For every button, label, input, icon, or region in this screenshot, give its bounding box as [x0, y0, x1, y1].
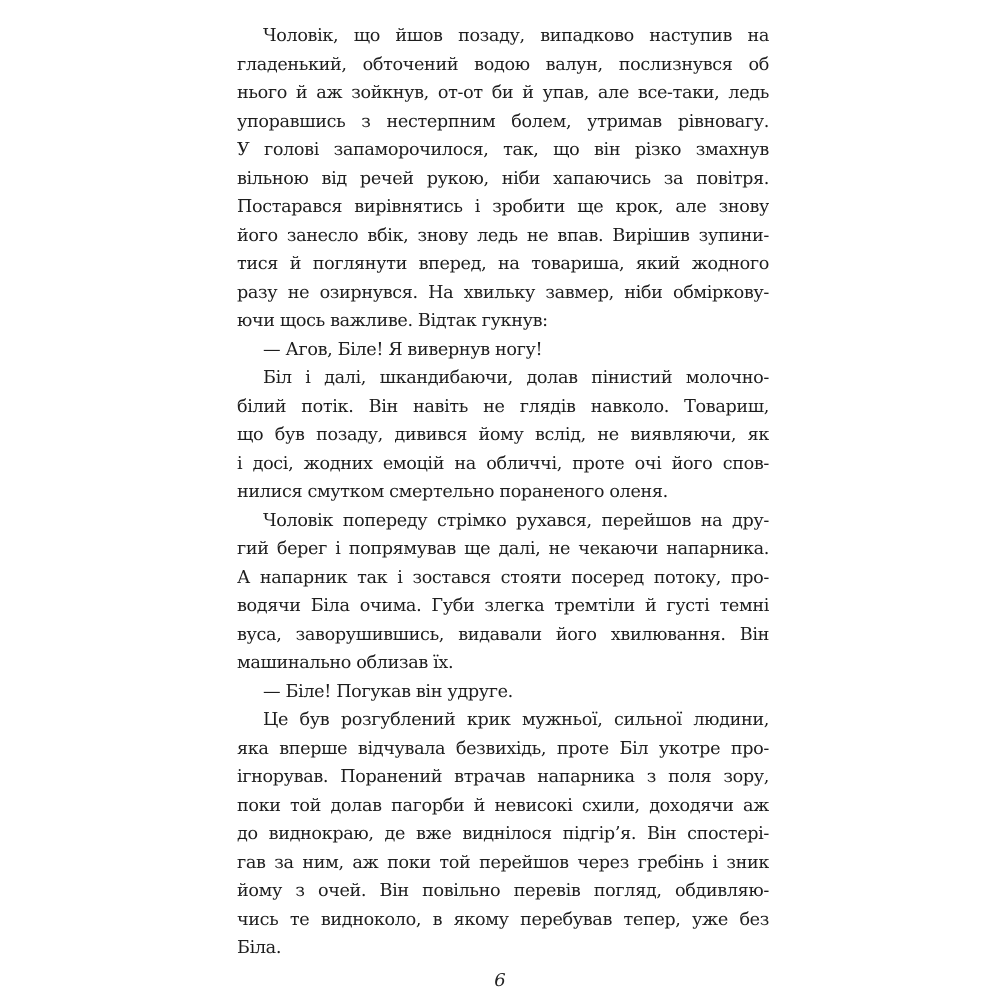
text-line: тися й поглянути вперед, на товариша, який жодного [237, 254, 769, 274]
text-line: вуса, заворушившись, видавали його хвилювання. Він [237, 624, 769, 645]
paragraph [237, 507, 769, 678]
text-line: що був позаду, дивився йому вслід, не виявляючи, як [237, 425, 769, 445]
text-line: йому з очей. Він повільно перевів погляд, обдивляю- [237, 881, 769, 901]
text-line: Це був розгублений крик мужньої, сильної людини, [263, 710, 769, 730]
text-line: гий берег і попрямував ще далі, не чекаючи напарника. [237, 539, 769, 559]
text-line: білий потік. Він навіть не глядів навколо. Товариш, [237, 396, 769, 417]
text-line: машинально облизав їх. [237, 653, 454, 673]
text-line: Чоловік попереду стрімко рухався, перейшов на дру- [263, 510, 769, 531]
text-line: нилися смутком смертельно пораненого оленя. [237, 482, 668, 502]
text-line: гав за ним, аж поки той перейшов через гребінь і зник [237, 852, 769, 873]
text-line: до виднокраю, де вже виднілося підгір’я. Він спостері- [237, 824, 769, 844]
text-line: яка вперше відчувала безвихідь, проте Біл укотре про- [237, 738, 769, 759]
text-line: чись те видноколо, в якому перебував тепер, уже без [237, 909, 769, 930]
text-line: Чоловік, що йшов позаду, випадково наступив на [263, 26, 769, 46]
text-line: ігнорував. Поранений втрачав напарника з поля зору, [237, 767, 769, 787]
text-line: гладенький, обточений водою валун, послизнувся об [237, 54, 769, 75]
text-line: поки той долав пагорби й невисокі схили, доходячи аж [237, 795, 769, 816]
paragraph [237, 22, 769, 336]
text-line: упоравшись з нестерпним болем, утримав рівновагу. [237, 111, 769, 132]
text-line: водячи Біла очима. Губи злегка тремтіли й густі темні [237, 596, 769, 616]
text-line: нього й аж зойкнув, от-от би й упав, але все-таки, ледь [237, 83, 769, 103]
text-line: Біл і далі, шкандибаючи, долав пінистий молочно- [263, 368, 769, 388]
text-line: — Агов, Біле! Я вивернув ногу! [263, 339, 543, 360]
text-line: вільною від речей рукою, ніби хапаючись за повітря. [237, 168, 769, 189]
page-number: 6 [494, 970, 506, 991]
text-line: його занесло вбік, знову ледь не впав. Вирішив зупини- [237, 225, 769, 246]
text-line: разу не озирнувся. На хвильку завмер, ніби обміркову- [237, 282, 769, 303]
dialogue-paragraph [237, 678, 769, 707]
text-line: А напарник так і зостався стояти посеред потоку, про- [237, 567, 769, 588]
paragraph [237, 364, 769, 507]
text-line: і досі, жодних емоцій на обличчі, проте очі його спов- [237, 453, 769, 474]
text-line: Постарався вирівнятись і зробити ще крок, але знову [237, 197, 769, 217]
text-line: Біла. [237, 938, 282, 958]
paragraph [237, 706, 769, 963]
dialogue-paragraph [237, 336, 769, 365]
text-line: ючи щось важливе. Відтак гукнув: [237, 311, 548, 331]
page-body [237, 22, 769, 963]
text-line: У голові запаморочилося, так, що він різко змахнув [237, 140, 769, 160]
text-line: — Біле! Погукав він удруге. [263, 681, 513, 702]
